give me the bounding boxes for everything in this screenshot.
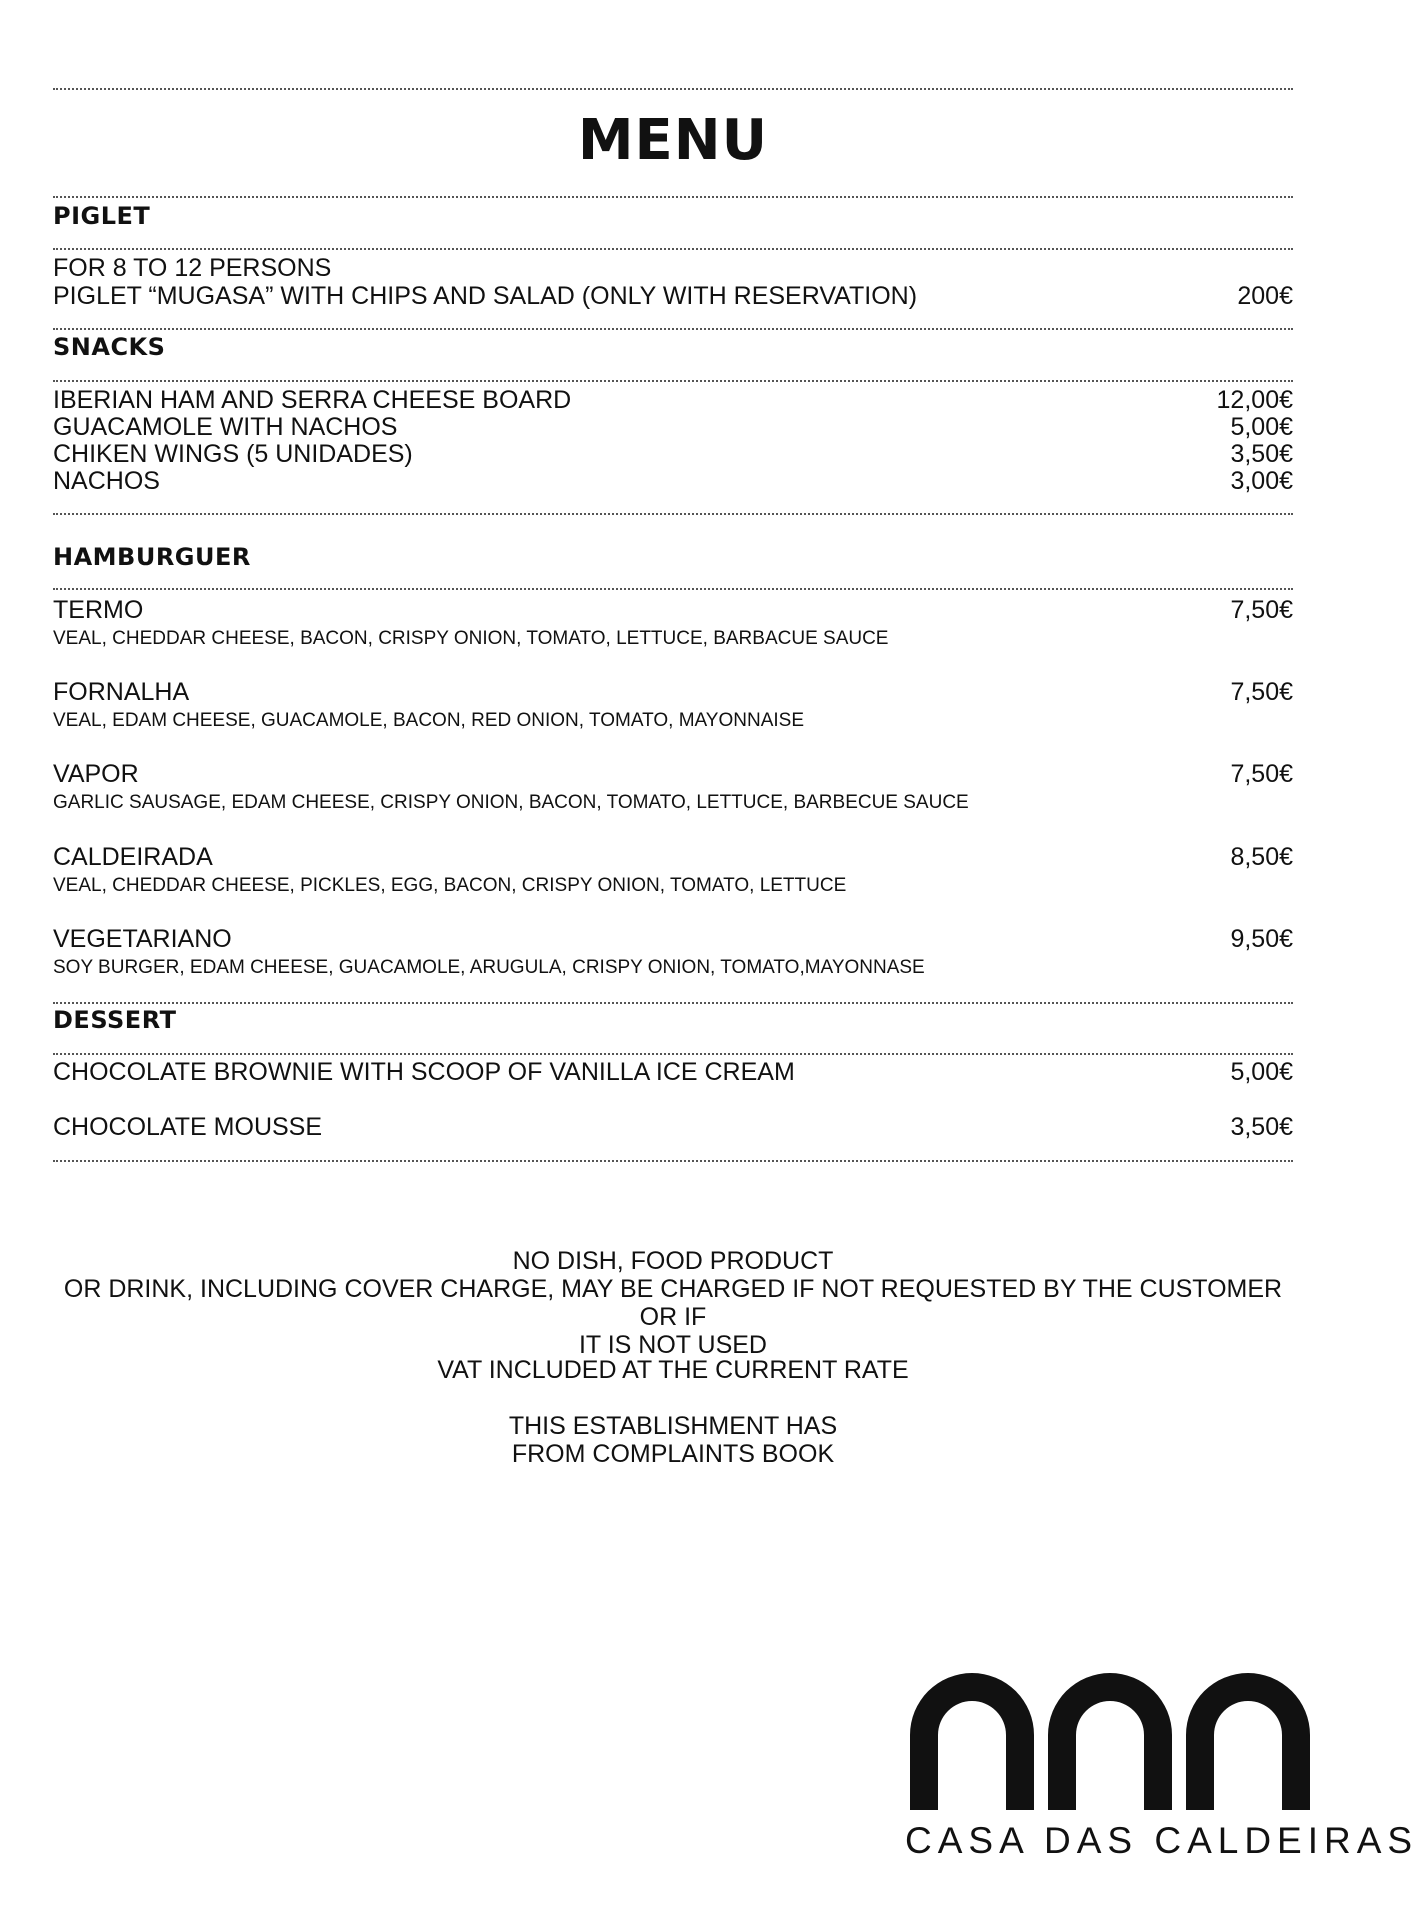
section-title-snacks: SNACKS [53,333,166,361]
menu-item [53,678,1293,706]
item-name: FORNALHA [53,678,190,706]
item-name: CHOCOLATE MOUSSE [53,1113,323,1141]
menu-item [53,843,1293,871]
menu-item [53,925,1293,953]
charge-notice [53,1247,1293,1359]
item-description: VEAL, EDAM CHEESE, GUACAMOLE, BACON, RED ONION, TOMATO, MAYONNAISE [53,710,805,731]
menu-item [53,386,1293,414]
menu-item [53,596,1293,624]
menu-item [53,1058,1293,1086]
divider [53,588,1293,590]
notice-line: FROM COMPLAINTS BOOK [511,1440,835,1468]
item-description: SOY BURGER, EDAM CHEESE, GUACAMOLE, ARUGULA, CRISPY ONION, TOMATO,MAYONNASE [53,957,925,978]
menu-item [53,413,1293,441]
arches-logo-icon [905,1665,1315,1810]
divider [53,380,1293,382]
logo-text: CASA DAS CALDEIRAS [905,1820,1418,1861]
divider [53,196,1293,198]
item-name: CHIKEN WINGS (5 UNIDADES) [53,440,413,468]
divider [53,248,1293,250]
item-description: VEAL, CHEDDAR CHEESE, PICKLES, EGG, BACON, CRISPY ONION, TOMATO, LETTUCE [53,875,847,896]
item-name: CHOCOLATE BROWNIE WITH SCOOP OF VANILLA ICE CREAM [53,1058,795,1086]
item-description: VEAL, CHEDDAR CHEESE, BACON, CRISPY ONION, TOMATO, LETTUCE, BARBACUE SAUCE [53,628,889,649]
notice-line: NO DISH, FOOD PRODUCT [512,1247,834,1275]
item-price: 5,00€ [1230,413,1293,441]
item-price: 3,50€ [1230,1113,1293,1141]
divider [53,328,1293,330]
casa-das-caldeiras-logo [905,1665,1315,1810]
item-price: 12,00€ [1216,386,1293,414]
vat-notice: VAT INCLUDED AT THE CURRENT RATE [437,1356,909,1384]
item-price: 3,50€ [1230,440,1293,468]
menu-title: MENU [577,108,769,173]
item-name: IBERIAN HAM AND SERRA CHEESE BOARD [53,386,572,414]
piglet-line [53,282,1293,310]
item-price: 7,50€ [1230,678,1293,706]
item-price: 8,50€ [1230,843,1293,871]
notice-line: OR DRINK, INCLUDING COVER CHARGE, MAY BE CHARGED IF NOT REQUESTED BY THE CUSTOMER OR IF [63,1275,1283,1331]
menu-item [53,760,1293,788]
item-name: GUACAMOLE WITH NACHOS [53,413,398,441]
divider [53,1002,1293,1004]
item-name: NACHOS [53,467,160,495]
menu-item [53,440,1293,468]
item-price: 7,50€ [1230,596,1293,624]
divider [53,513,1293,515]
item-name: VEGETARIANO [53,925,232,953]
item-name: PIGLET “MUGASA” WITH CHIPS AND SALAD (ONLY WITH RESERVATION) [53,282,918,310]
divider [53,1053,1293,1055]
item-price: 9,50€ [1230,925,1293,953]
item-name: TERMO [53,596,144,624]
item-price: 3,00€ [1230,467,1293,495]
item-price: 7,50€ [1230,760,1293,788]
complaints-notice [53,1412,1293,1468]
item-description: GARLIC SAUSAGE, EDAM CHEESE, CRISPY ONION, BACON, TOMATO, LETTUCE, BARBECUE SAUCE [53,792,969,813]
divider [53,1160,1293,1162]
section-title-dessert: DESSERT [53,1006,177,1034]
item-price: 5,00€ [1230,1058,1293,1086]
section-title-hamburguer: HAMBURGUER [53,543,251,571]
menu-page [53,0,1293,1920]
notice-line: IT IS NOT USED [578,1331,767,1359]
section-title-piglet: PIGLET [53,202,151,230]
item-price: 200€ [1237,282,1293,310]
menu-item [53,1113,1293,1141]
piglet-line-text: FOR 8 TO 12 PERSONS [53,254,332,282]
menu-item [53,467,1293,495]
notice-line: THIS ESTABLISHMENT HAS [508,1412,838,1440]
item-name: CALDEIRADA [53,843,213,871]
divider [53,88,1293,90]
piglet-line [53,254,1293,282]
item-name: VAPOR [53,760,139,788]
